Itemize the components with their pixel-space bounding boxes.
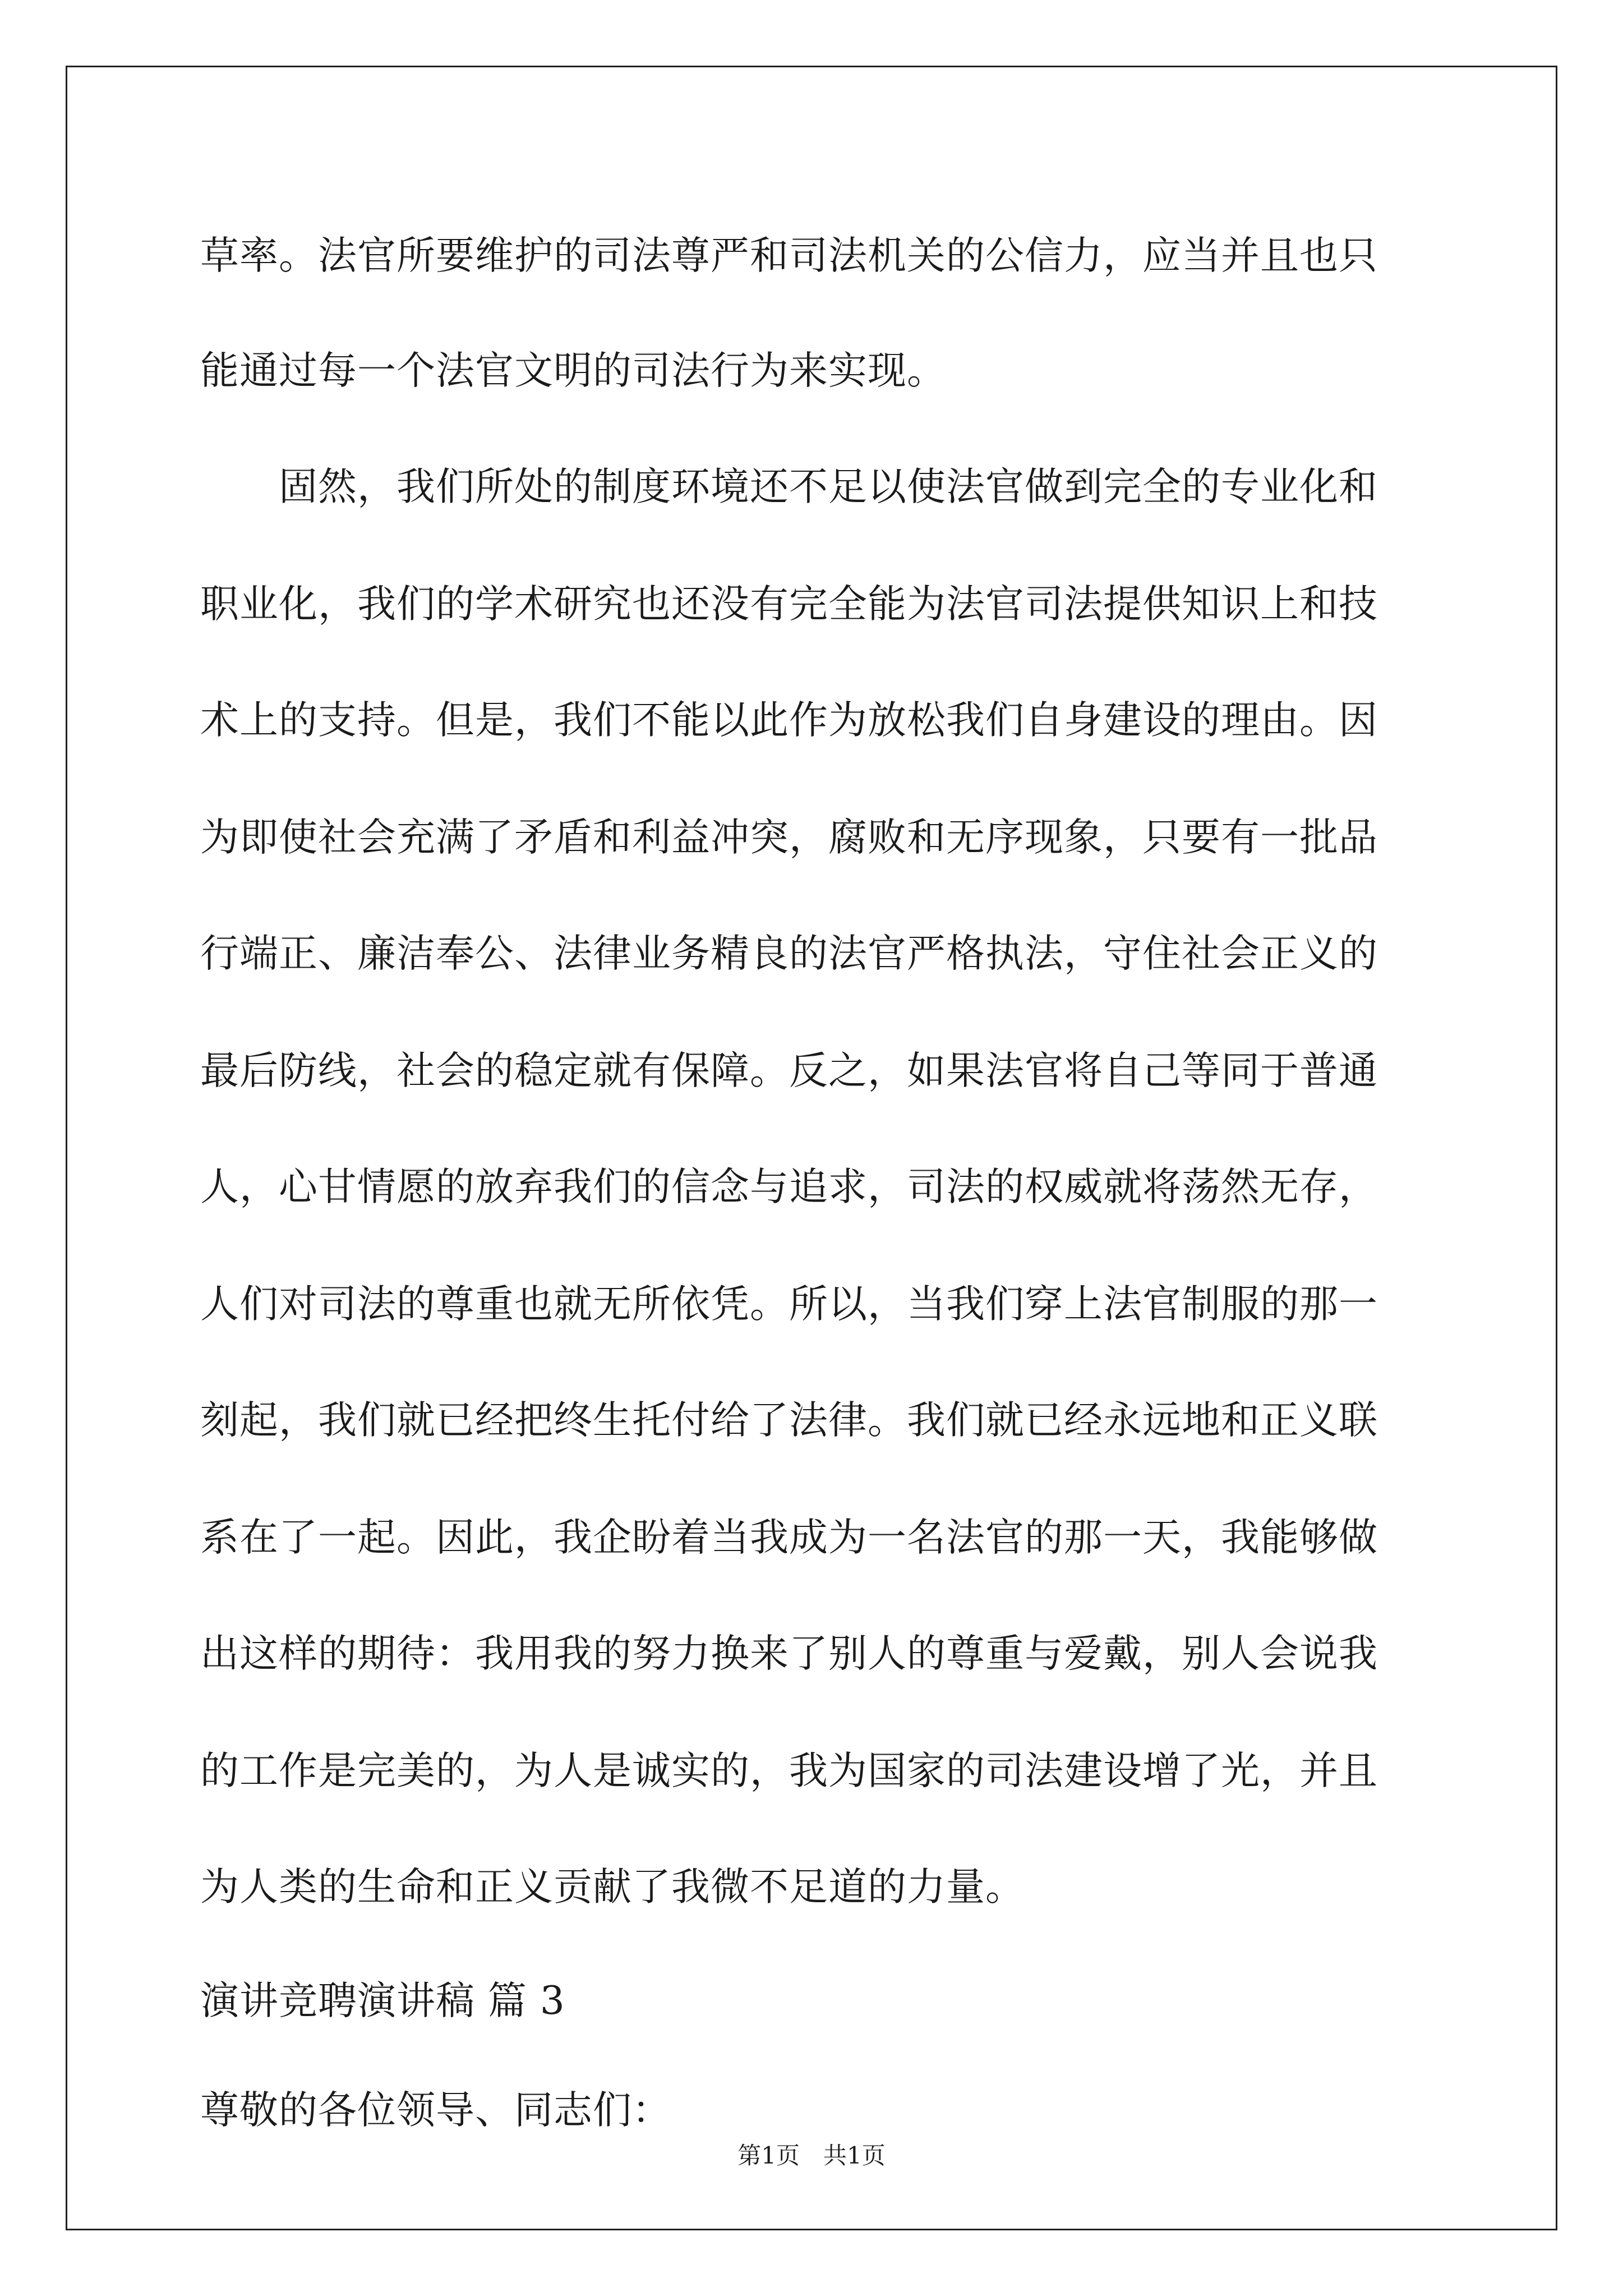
text-line: 人们对司法的尊重也就无所依凭。所以，当我们穿上法官制服的那一 [200,1282,1378,1327]
text-line: 术上的支持。但是，我们不能以此作为放松我们自身建设的理由。因 [200,698,1378,743]
text-line: 的工作是完美的，为人是诚实的，我为国家的司法建设增了光，并且 [200,1749,1378,1793]
text-line: 为即使社会充满了矛盾和利益冲突，腐败和无序现象，只要有一批品 [200,815,1378,860]
text-line: 最后防线，社会的稳定就有保障。反之，如果法官将自己等同于普通 [200,1048,1378,1093]
text-line: 行端正、廉洁奉公、法律业务精良的法官严格执法，守住社会正义的 [200,931,1378,976]
text-line: 为人类的生命和正义贡献了我微不足道的力量。 [200,1865,1025,1910]
salutation: 尊敬的各位领导、同志们： [200,2088,671,2133]
section-heading: 演讲竞聘演讲稿 篇 3 [200,1978,565,2023]
text-line: 刻起，我们就已经把终生托付给了法律。我们就已经永远地和正义联 [200,1398,1378,1443]
text-line: 系在了一起。因此，我企盼着当我成为一名法官的那一天，我能够做 [200,1515,1378,1560]
text-line: 固然，我们所处的制度环境还不足以使法官做到完全的专业化和 [200,464,1378,509]
text-line: 人，心甘情愿的放弃我们的信念与追求，司法的权威就将荡然无存， [200,1165,1378,1209]
text-line: 草率。法官所要维护的司法尊严和司法机关的公信力，应当并且也只 [200,233,1378,278]
text-line: 出这样的期待：我用我的努力换来了别人的尊重与爱戴，别人会说我 [200,1631,1378,1676]
text-line: 能通过每一个法官文明的司法行为来实现。 [200,348,946,393]
text-line: 职业化，我们的学术研究也还没有完全能为法官司法提供知识上和技 [200,582,1378,627]
page-footer: 第1页 共1页 [737,2142,886,2169]
